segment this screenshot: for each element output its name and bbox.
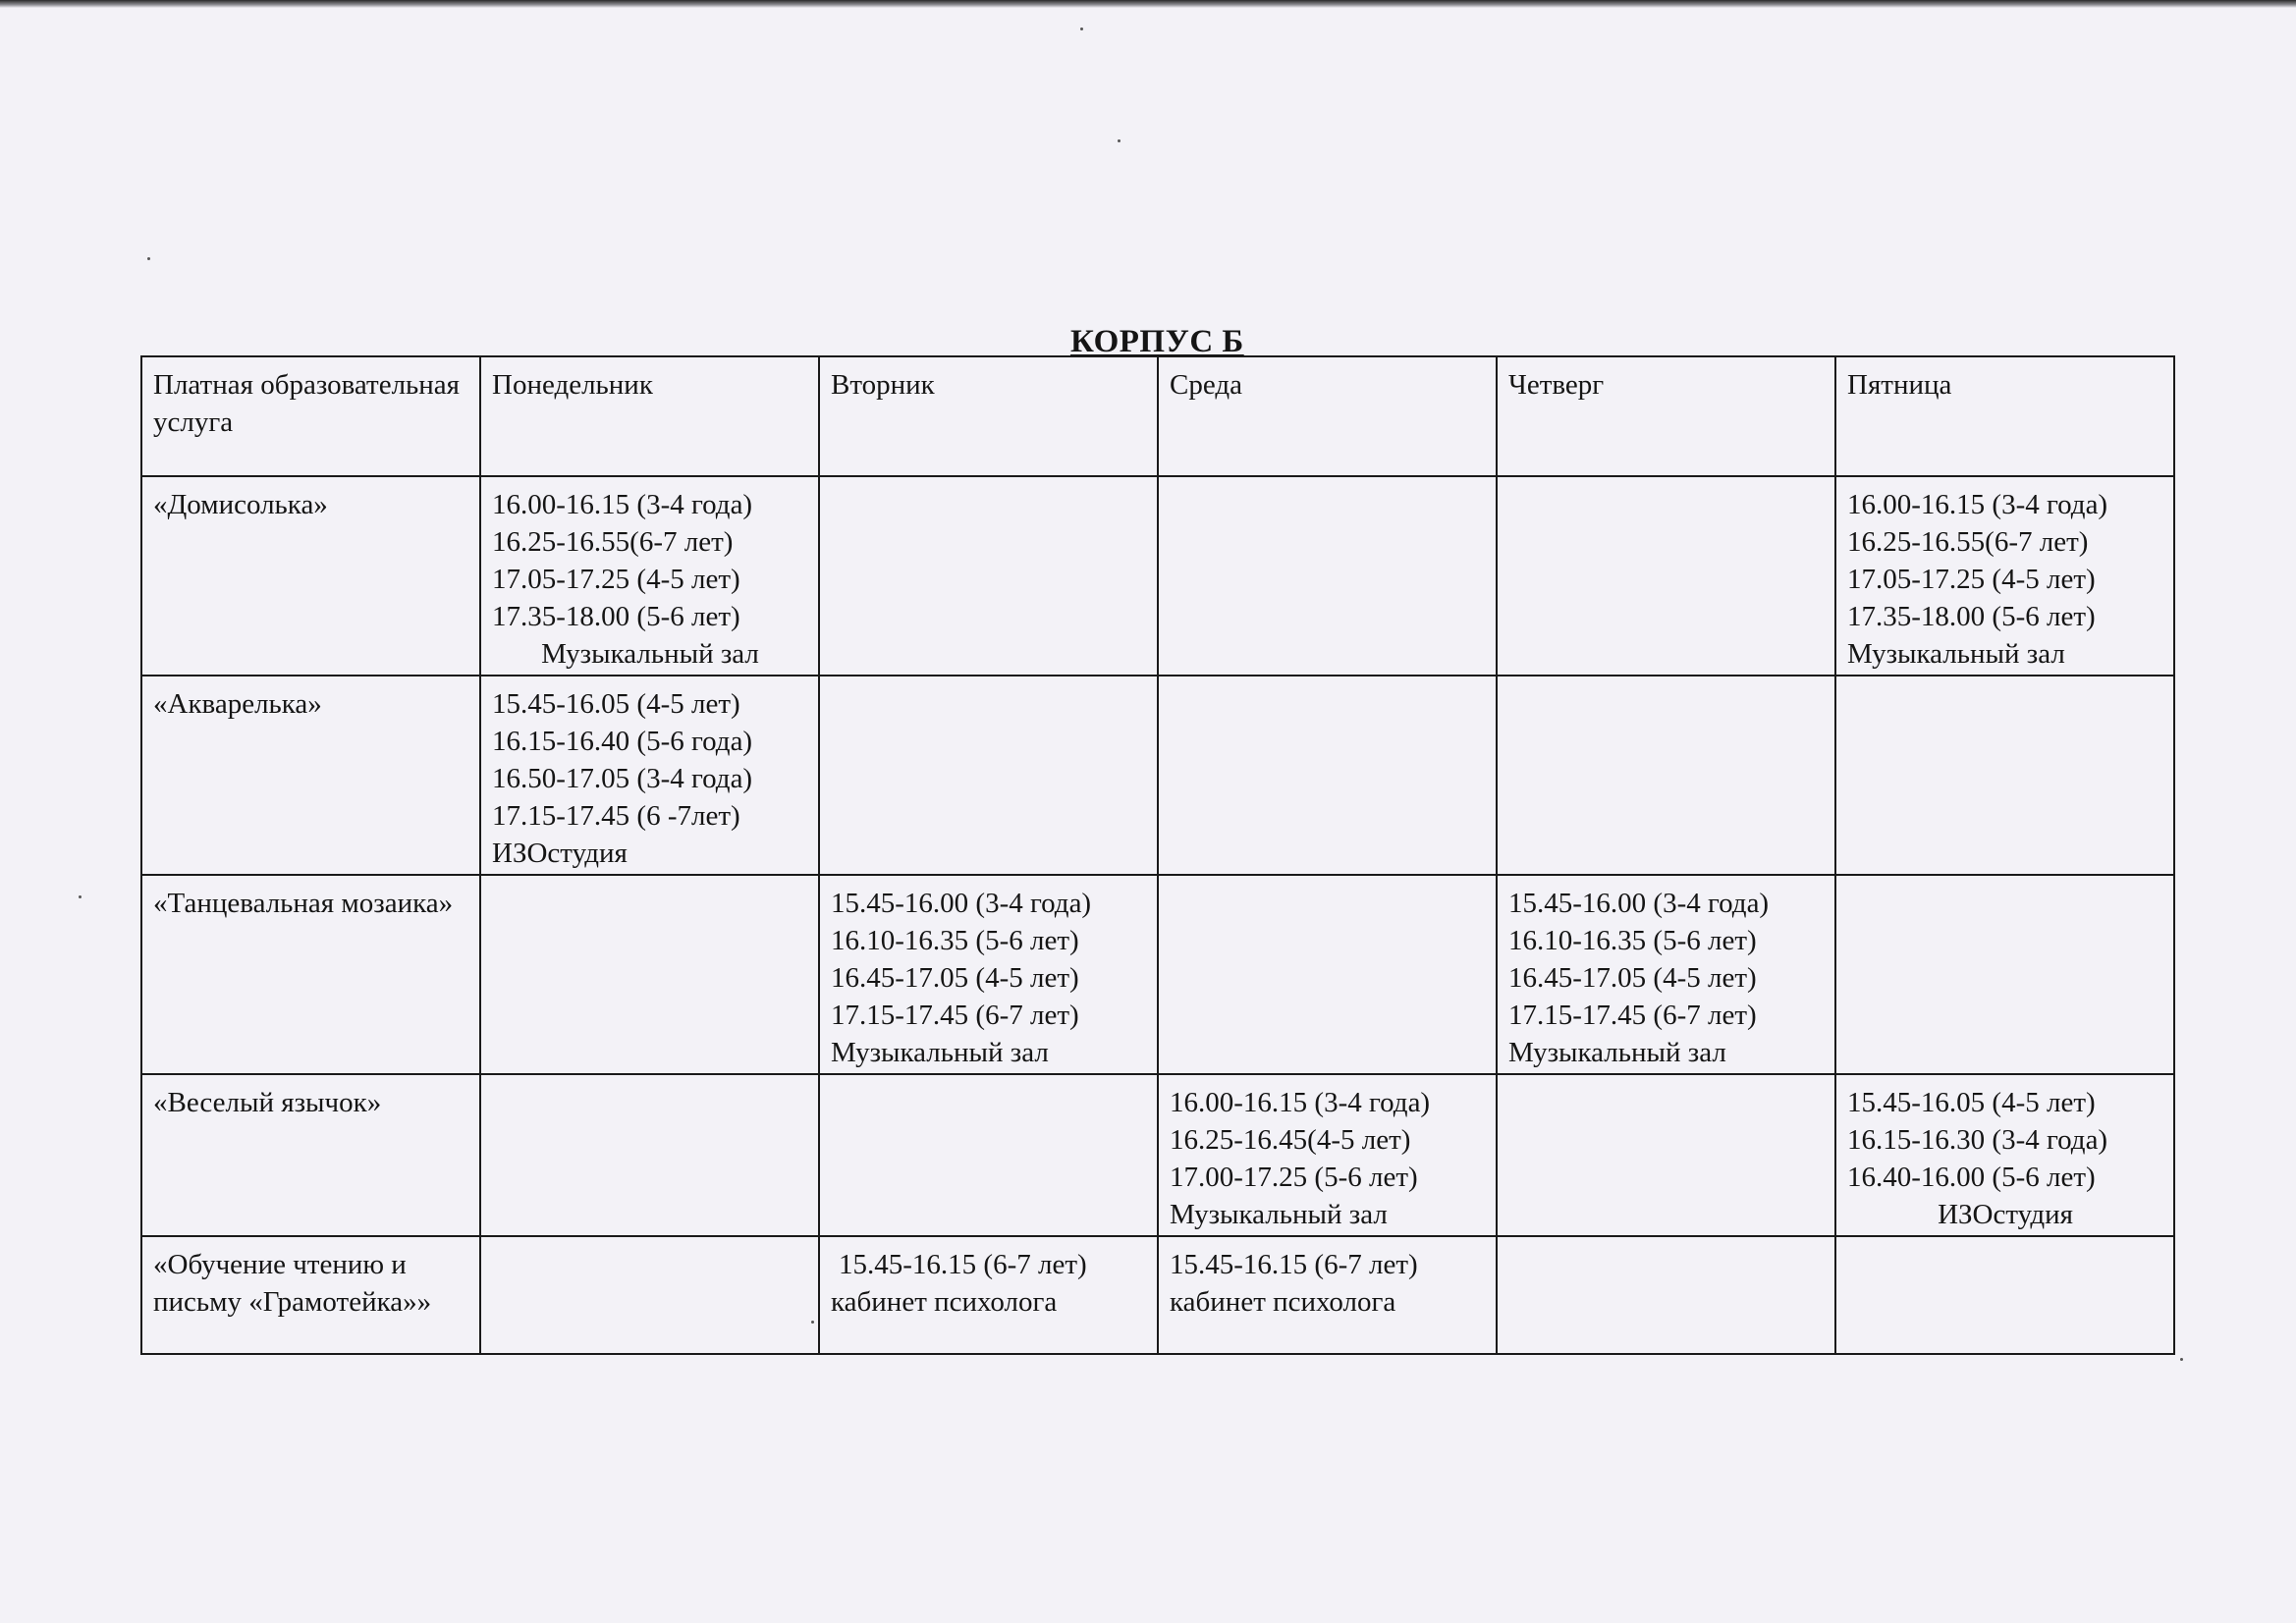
table-row bbox=[141, 1074, 2174, 1236]
scan-top-edge bbox=[0, 0, 2296, 8]
header-friday: Пятница bbox=[1835, 356, 2174, 476]
schedule-cell-wednesday bbox=[1158, 676, 1497, 875]
room-label: ИЗОстудия bbox=[1938, 1199, 2073, 1230]
time-slot: 16.40-16.00 (5-6 лет) bbox=[1847, 1162, 2096, 1193]
header-monday: Понедельник bbox=[480, 356, 819, 476]
schedule-cell-thursday bbox=[1497, 476, 1835, 676]
room-label: ИЗОстудия bbox=[492, 838, 628, 869]
schedule-cell-thursday bbox=[1497, 1074, 1835, 1236]
service-name: «Домисолька» bbox=[141, 476, 480, 676]
header-tuesday: Вторник bbox=[819, 356, 1158, 476]
schedule-cell-friday bbox=[1835, 476, 2174, 676]
time-slot: 16.15-16.40 (5-6 года) bbox=[492, 726, 753, 757]
time-slot: 16.00-16.15 (3-4 года) bbox=[1847, 489, 2108, 520]
schedule-cell-tuesday bbox=[819, 875, 1158, 1074]
time-slot: 15.45-16.05 (4-5 лет) bbox=[1847, 1087, 2096, 1118]
scan-speck bbox=[147, 257, 150, 260]
time-slot: 15.45-16.15 (6-7 лет) bbox=[839, 1249, 1087, 1280]
room-label: кабинет психолога bbox=[1170, 1286, 1396, 1318]
time-slot: 17.05-17.25 (4-5 лет) bbox=[1847, 564, 2096, 595]
time-slot: 17.15-17.45 (6-7 лет) bbox=[1508, 1000, 1757, 1031]
schedule-cell-monday bbox=[480, 676, 819, 875]
header-thursday: Четверг bbox=[1497, 356, 1835, 476]
time-slot: 15.45-16.00 (3-4 года) bbox=[831, 888, 1092, 919]
schedule-cell-tuesday bbox=[819, 1236, 1158, 1354]
time-slot: 16.00-16.15 (3-4 года) bbox=[1170, 1087, 1431, 1118]
time-slot: 17.35-18.00 (5-6 лет) bbox=[1847, 601, 2096, 632]
schedule-cell-thursday bbox=[1497, 676, 1835, 875]
room-label: Музыкальный зал bbox=[831, 1037, 1049, 1068]
schedule-cell-friday bbox=[1835, 676, 2174, 875]
scan-speck bbox=[2180, 1358, 2183, 1361]
time-slot: 16.50-17.05 (3-4 года) bbox=[492, 763, 753, 794]
time-slot: 15.45-16.15 (6-7 лет) bbox=[1170, 1249, 1418, 1280]
time-slot: 17.15-17.45 (6-7 лет) bbox=[831, 1000, 1079, 1031]
scan-speck bbox=[79, 895, 82, 898]
time-slot: 16.25-16.55(6-7 лет) bbox=[1847, 526, 2089, 558]
table-row bbox=[141, 676, 2174, 875]
service-name: «Обучение чтению и письму «Грамотейка»» bbox=[141, 1236, 480, 1354]
schedule-cell-wednesday bbox=[1158, 476, 1497, 676]
time-slot: 15.45-16.05 (4-5 лет) bbox=[492, 688, 740, 720]
time-slot: 16.25-16.45(4-5 лет) bbox=[1170, 1124, 1411, 1156]
time-slot: 15.45-16.00 (3-4 года) bbox=[1508, 888, 1770, 919]
schedule-cell-monday bbox=[480, 1236, 819, 1354]
table-row bbox=[141, 875, 2174, 1074]
time-slot: 17.35-18.00 (5-6 лет) bbox=[492, 601, 740, 632]
schedule-cell-thursday bbox=[1497, 875, 1835, 1074]
time-slot: 17.00-17.25 (5-6 лет) bbox=[1170, 1162, 1418, 1193]
scan-speck bbox=[1118, 139, 1121, 142]
time-slot: 16.25-16.55(6-7 лет) bbox=[492, 526, 734, 558]
schedule-cell-wednesday bbox=[1158, 1236, 1497, 1354]
table-row bbox=[141, 1236, 2174, 1354]
room-label: Музыкальный зал bbox=[1170, 1199, 1388, 1230]
time-slot: 17.05-17.25 (4-5 лет) bbox=[492, 564, 740, 595]
schedule-cell-friday bbox=[1835, 875, 2174, 1074]
time-slot: 16.45-17.05 (4-5 лет) bbox=[1508, 962, 1757, 994]
room-label: кабинет психолога bbox=[831, 1286, 1058, 1318]
schedule-cell-tuesday bbox=[819, 1074, 1158, 1236]
service-name: «Танцевальная мозаика» bbox=[141, 875, 480, 1074]
time-slot: 16.10-16.35 (5-6 лет) bbox=[1508, 925, 1757, 956]
time-slot: 16.00-16.15 (3-4 года) bbox=[492, 489, 753, 520]
room-label: Музыкальный зал bbox=[541, 638, 759, 670]
schedule-cell-thursday bbox=[1497, 1236, 1835, 1354]
schedule-cell-tuesday bbox=[819, 476, 1158, 676]
schedule-cell-monday bbox=[480, 476, 819, 676]
document-title: КОРПУС Б bbox=[1070, 324, 1244, 359]
header-row bbox=[141, 356, 2174, 476]
schedule-cell-wednesday bbox=[1158, 1074, 1497, 1236]
schedule-cell-monday bbox=[480, 875, 819, 1074]
header-service bbox=[141, 356, 480, 476]
room-label: Музыкальный зал bbox=[1847, 638, 2065, 670]
service-name: «Акварелька» bbox=[141, 676, 480, 875]
room-label: Музыкальный зал bbox=[1508, 1037, 1726, 1068]
time-slot: 16.15-16.30 (3-4 года) bbox=[1847, 1124, 2108, 1156]
time-slot: 17.15-17.45 (6 -7лет) bbox=[492, 800, 740, 832]
header-service-label: Платная образовательная услуга bbox=[153, 369, 461, 438]
service-name: «Веселый язычок» bbox=[141, 1074, 480, 1236]
table-row bbox=[141, 476, 2174, 676]
time-slot: 16.10-16.35 (5-6 лет) bbox=[831, 925, 1079, 956]
schedule-cell-wednesday bbox=[1158, 875, 1497, 1074]
schedule-cell-monday bbox=[480, 1074, 819, 1236]
scan-speck bbox=[1080, 27, 1083, 30]
schedule-cell-tuesday bbox=[819, 676, 1158, 875]
schedule-table bbox=[140, 355, 2175, 1355]
time-slot: 16.45-17.05 (4-5 лет) bbox=[831, 962, 1079, 994]
schedule-cell-friday bbox=[1835, 1236, 2174, 1354]
schedule-cell-friday bbox=[1835, 1074, 2174, 1236]
header-wednesday: Среда bbox=[1158, 356, 1497, 476]
